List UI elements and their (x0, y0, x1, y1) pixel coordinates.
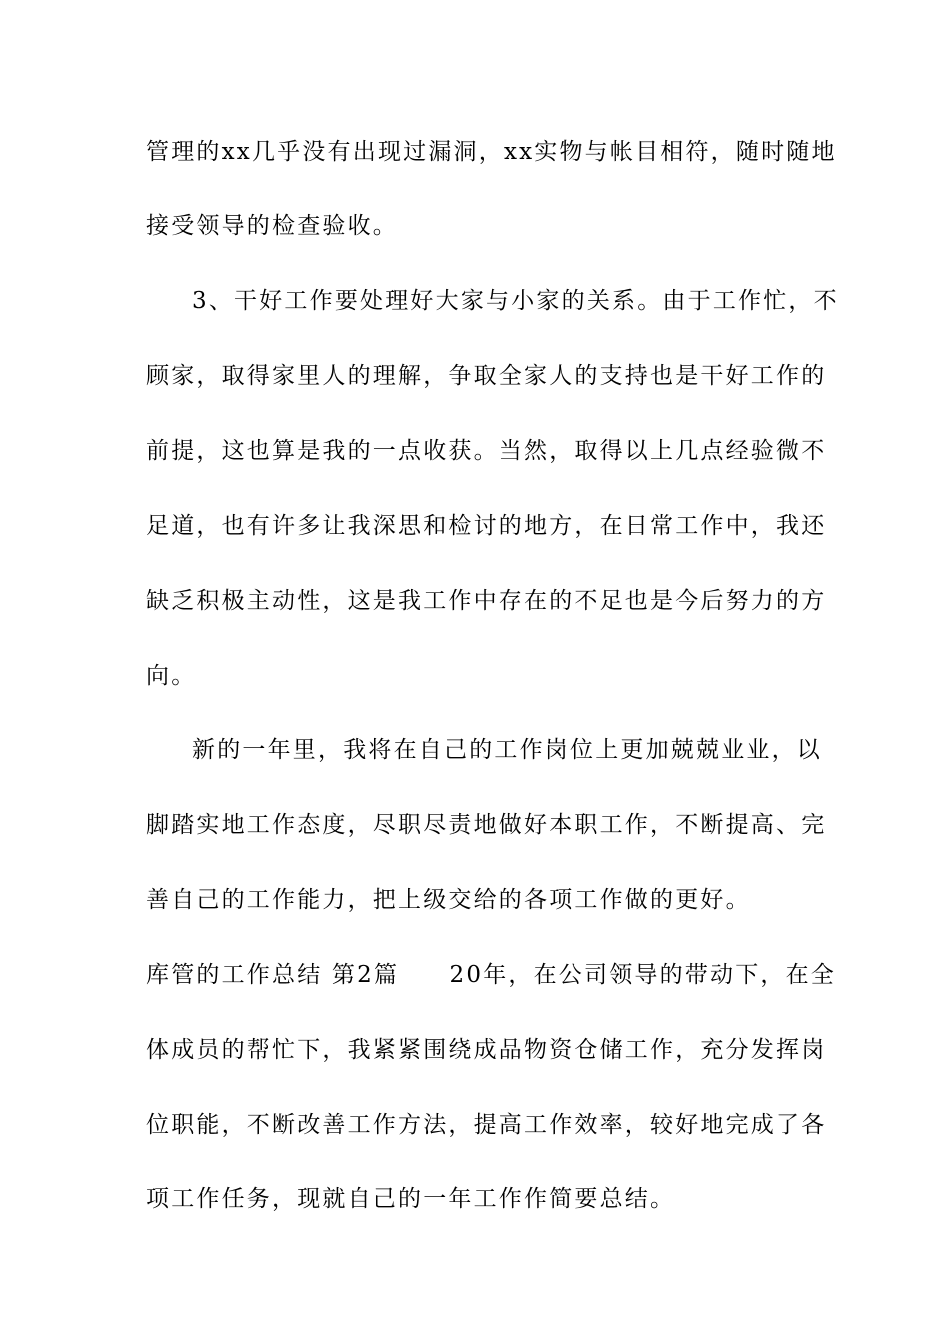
text-line: 管理的xx几乎没有出现过漏洞，xx实物与帐目相符，随时随地 (146, 139, 837, 165)
text-line: 体成员的帮忙下，我紧紧围绕成品物资仓储工作，充分发挥岗 (146, 1037, 827, 1063)
text-line: 接受领导的检查验收。 (146, 213, 398, 239)
text-line: 位职能，不断改善工作方法，提高工作效率，较好地完成了各 (146, 1112, 827, 1138)
text-line: 脚踏实地工作态度，尽职尽责地做好本职工作，不断提高、完 (146, 812, 827, 838)
text-line: 善自己的工作能力，把上级交给的各项工作做的更好。 (146, 887, 751, 913)
text-line: 足道，也有许多让我深思和检讨的地方，在日常工作中，我还 (146, 513, 827, 539)
text-line: 缺乏积极主动性，这是我工作中存在的不足也是今后努力的方 (146, 588, 827, 614)
text-line: 新的一年里，我将在自己的工作岗位上更加兢兢业业，以 (192, 737, 822, 763)
text-line: 向。 (146, 663, 197, 689)
text-line: 顾家，取得家里人的理解，争取全家人的支持也是干好工作的 (146, 363, 827, 389)
text-line: 3、干好工作要处理好大家与小家的关系。由于工作忙，不 (192, 288, 839, 314)
text-line: 前提，这也算是我的一点收获。当然，取得以上几点经验微不 (146, 438, 827, 464)
text-line: 项工作任务，现就自己的一年工作作简要总结。 (146, 1186, 676, 1212)
text-line: 库管的工作总结 第2篇 20年，在公司领导的带动下，在全 (146, 962, 837, 988)
